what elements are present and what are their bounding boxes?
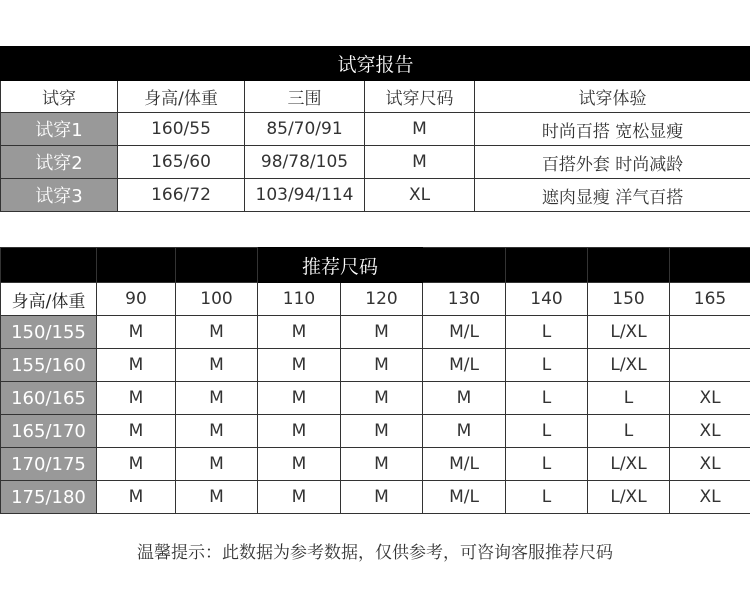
weight-header: 165 — [670, 283, 750, 316]
trial-label: 试穿3 — [1, 179, 118, 212]
size-cell: L — [506, 316, 588, 349]
trial-measurements: 85/70/91 — [245, 113, 365, 146]
size-cell: L/XL — [588, 481, 670, 514]
size-cell: M — [258, 448, 341, 481]
size-cell: L — [506, 448, 588, 481]
trial-size: M — [365, 113, 475, 146]
table-row — [1, 349, 750, 382]
size-cell: XL — [670, 448, 750, 481]
trial-report-title: 试穿报告 — [1, 47, 750, 81]
size-cell: M — [97, 382, 176, 415]
size-cell: M — [258, 382, 341, 415]
weight-header: 130 — [423, 283, 506, 316]
table-row — [1, 179, 750, 212]
size-cell: M — [341, 316, 423, 349]
title-spacer — [588, 248, 670, 283]
size-cell — [670, 349, 750, 382]
height-label: 150/155 — [1, 316, 97, 349]
size-cell: L/XL — [588, 316, 670, 349]
weight-header: 140 — [506, 283, 588, 316]
size-cell: M/L — [423, 448, 506, 481]
title-spacer — [670, 248, 750, 283]
size-cell: M — [176, 481, 258, 514]
size-chart-title: 推荐尺码 — [258, 248, 423, 283]
weight-header: 120 — [341, 283, 423, 316]
size-cell: L/XL — [588, 448, 670, 481]
size-cell: M — [258, 316, 341, 349]
trial-height-weight: 160/55 — [118, 113, 245, 146]
size-cell: L — [588, 382, 670, 415]
trial-label: 试穿2 — [1, 146, 118, 179]
size-cell: XL — [670, 415, 750, 448]
trial-height-weight: 166/72 — [118, 179, 245, 212]
size-cell: M/L — [423, 316, 506, 349]
height-label: 165/170 — [1, 415, 97, 448]
trial-report-table — [0, 46, 750, 212]
weight-header: 150 — [588, 283, 670, 316]
size-cell: M — [97, 349, 176, 382]
size-cell: M — [423, 415, 506, 448]
weight-header: 100 — [176, 283, 258, 316]
size-cell: M — [176, 349, 258, 382]
size-cell: M — [176, 382, 258, 415]
size-recommendation-table — [0, 247, 750, 514]
size-cell: M — [258, 415, 341, 448]
table-row — [1, 415, 750, 448]
size-cell: M — [97, 448, 176, 481]
size-cell: M/L — [423, 349, 506, 382]
trial-label: 试穿1 — [1, 113, 118, 146]
size-cell: L — [588, 415, 670, 448]
size-cell: M — [176, 415, 258, 448]
trial-experience: 遮肉显瘦 洋气百搭 — [475, 179, 750, 212]
table-row — [1, 448, 750, 481]
size-cell: M — [341, 448, 423, 481]
header-trial: 试穿 — [1, 81, 118, 113]
height-label: 175/180 — [1, 481, 97, 514]
header-trial-size: 试穿尺码 — [365, 81, 475, 113]
size-cell: M — [258, 349, 341, 382]
table-row — [1, 146, 750, 179]
table-row — [1, 481, 750, 514]
row-header-label: 身高/体重 — [1, 283, 97, 316]
size-cell: M/L — [423, 481, 506, 514]
size-cell: M — [341, 481, 423, 514]
size-cell: M — [341, 415, 423, 448]
header-height-weight: 身高/体重 — [118, 81, 245, 113]
weight-header: 90 — [97, 283, 176, 316]
size-cell: L — [506, 382, 588, 415]
size-cell: L/XL — [588, 349, 670, 382]
size-cell: M — [258, 481, 341, 514]
table-row — [1, 113, 750, 146]
trial-experience: 百搭外套 时尚减龄 — [475, 146, 750, 179]
header-experience: 试穿体验 — [475, 81, 750, 113]
size-cell: L — [506, 481, 588, 514]
trial-size: M — [365, 146, 475, 179]
size-cell: M — [341, 382, 423, 415]
title-spacer — [176, 248, 258, 283]
height-label: 160/165 — [1, 382, 97, 415]
size-cell — [670, 316, 750, 349]
size-cell: M — [341, 349, 423, 382]
size-cell: M — [97, 481, 176, 514]
size-cell: M — [97, 316, 176, 349]
title-spacer — [1, 248, 97, 283]
title-spacer — [97, 248, 176, 283]
header-measurements: 三围 — [245, 81, 365, 113]
size-cell: L — [506, 349, 588, 382]
table-row — [1, 382, 750, 415]
size-cell: M — [176, 448, 258, 481]
size-cell: M — [97, 415, 176, 448]
trial-experience: 时尚百搭 宽松显瘦 — [475, 113, 750, 146]
size-note: 温馨提示：此数据为参考数据，仅供参考，可咨询客服推荐尺码 — [137, 543, 613, 563]
size-cell: M — [423, 382, 506, 415]
trial-size: XL — [365, 179, 475, 212]
size-cell: XL — [670, 481, 750, 514]
height-label: 155/160 — [1, 349, 97, 382]
title-spacer — [506, 248, 588, 283]
size-cell: XL — [670, 382, 750, 415]
size-cell: M — [176, 316, 258, 349]
size-cell: L — [506, 415, 588, 448]
weight-header: 110 — [258, 283, 341, 316]
title-spacer — [423, 248, 506, 283]
height-label: 170/175 — [1, 448, 97, 481]
trial-measurements: 98/78/105 — [245, 146, 365, 179]
trial-measurements: 103/94/114 — [245, 179, 365, 212]
trial-height-weight: 165/60 — [118, 146, 245, 179]
table-row — [1, 316, 750, 349]
